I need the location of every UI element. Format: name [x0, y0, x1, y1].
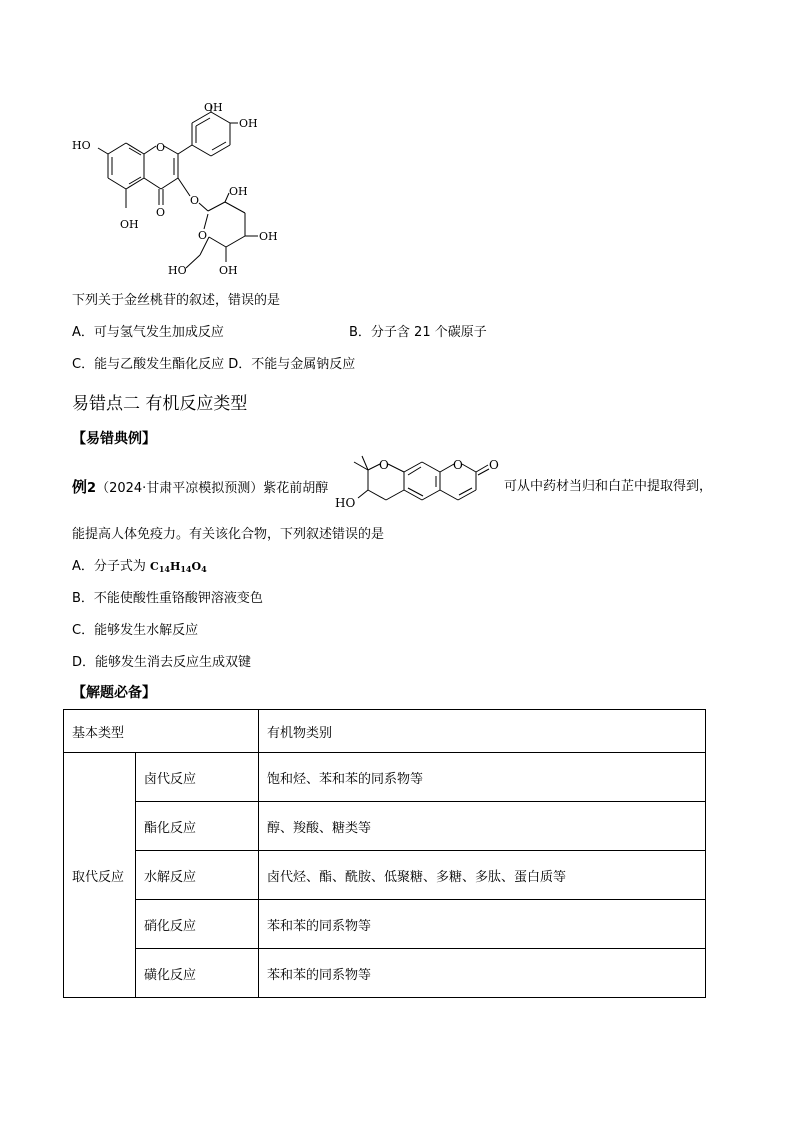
option-c — [72, 356, 355, 374]
bridge-oxygen-label: O — [190, 194, 200, 207]
table-row — [64, 949, 706, 998]
reaction-cell: 水解反应 — [136, 851, 259, 900]
option-letter: D． — [228, 357, 252, 372]
option-text: 分子含 21 个碳原子 — [370, 325, 487, 340]
substance-cell: 饱和烃、苯和苯的同系物等 — [259, 753, 706, 802]
substance-cell: 苯和苯的同系物等 — [259, 900, 706, 949]
option-text: 能够发生消去反应生成双键 — [95, 655, 252, 670]
oh-label: OH — [204, 101, 223, 114]
oh-label: OH — [239, 117, 258, 130]
header-cell: 有机物类别 — [259, 710, 706, 753]
option-letter: A． — [72, 559, 94, 574]
table-row — [64, 900, 706, 949]
option-letter: B． — [72, 591, 94, 606]
oh-label: OH — [259, 230, 278, 243]
ring-oxygen-label: O — [156, 141, 166, 154]
option-letter: C． — [72, 623, 95, 638]
option-letter: B． — [349, 325, 371, 340]
substance-cell: 醇、羧酸、糖类等 — [259, 802, 706, 851]
example-source: （2024·甘肃平凉模拟预测） — [96, 481, 264, 496]
option-a — [72, 558, 207, 578]
oh-label: OH — [229, 185, 248, 198]
reaction-type-table — [63, 709, 706, 998]
table-row — [64, 802, 706, 851]
substance-cell: 苯和苯的同系物等 — [259, 949, 706, 998]
molecular-formula: $C_{14}H_{14}O_4$ — [150, 560, 207, 574]
option-c — [72, 622, 198, 640]
option-b — [349, 324, 487, 342]
option-text: 能与乙酸发生酯化反应 — [94, 357, 225, 372]
option-letter: D． — [72, 655, 96, 670]
example2-line1-left — [72, 478, 328, 498]
option-b — [72, 590, 263, 608]
header-cell: 基本类型 — [64, 710, 259, 753]
reaction-cell: 磺化反应 — [136, 949, 259, 998]
ho-label: HO — [168, 264, 187, 277]
option-a — [72, 324, 224, 342]
table-header-row — [64, 710, 706, 753]
oxygen-label: O — [453, 458, 463, 472]
hyperoside-structure — [68, 96, 288, 282]
example2-line2: 能提高人体免疫力。有关该化合物，下列叙述错误的是 — [72, 527, 385, 542]
example-prefix: 例 — [72, 478, 88, 496]
option-text: 能够发生水解反应 — [94, 623, 199, 638]
ho-label: HO — [72, 139, 91, 152]
example2-line1-right: 可从中药材当归和白芷中提取得到， — [504, 479, 713, 494]
option-d — [72, 654, 251, 672]
columbianetin-structure — [332, 452, 507, 524]
ho-label: HO — [335, 496, 356, 510]
table-row — [64, 753, 706, 802]
compound-name: 紫花前胡醇 — [263, 481, 329, 496]
example-number: 2 — [87, 481, 97, 496]
option-text: 不能与金属钠反应 — [251, 357, 356, 372]
reaction-cell: 硝化反应 — [136, 900, 259, 949]
oh-label: OH — [120, 218, 139, 231]
question1-stem: 下列关于金丝桃苷的叙述，错误的是 — [72, 293, 281, 308]
oh-label: OH — [219, 264, 238, 277]
section-title: 易错点二 有机反应类型 — [72, 394, 248, 414]
option-text: 分子式为 — [93, 559, 151, 574]
option-text: 可与氢气发生加成反应 — [93, 325, 224, 340]
example-label: 【易错典例】 — [72, 431, 156, 447]
substance-cell: 卤代烃、酯、酰胺、低聚糖、多糖、多肽、蛋白质等 — [259, 851, 706, 900]
option-letter: C． — [72, 357, 95, 372]
oxygen-label: O — [489, 458, 499, 472]
group-cell: 取代反应 — [64, 753, 136, 998]
option-letter: A． — [72, 325, 94, 340]
reaction-cell: 卤代反应 — [136, 753, 259, 802]
table-row — [64, 851, 706, 900]
sugar-ring-oxygen-label: O — [198, 229, 208, 242]
reaction-cell: 酯化反应 — [136, 802, 259, 851]
solution-label: 【解题必备】 — [72, 685, 156, 701]
oxygen-label: O — [379, 458, 389, 472]
carbonyl-oxygen-label: O — [156, 206, 166, 219]
option-text: 不能使酸性重铬酸钾溶液变色 — [93, 591, 263, 606]
